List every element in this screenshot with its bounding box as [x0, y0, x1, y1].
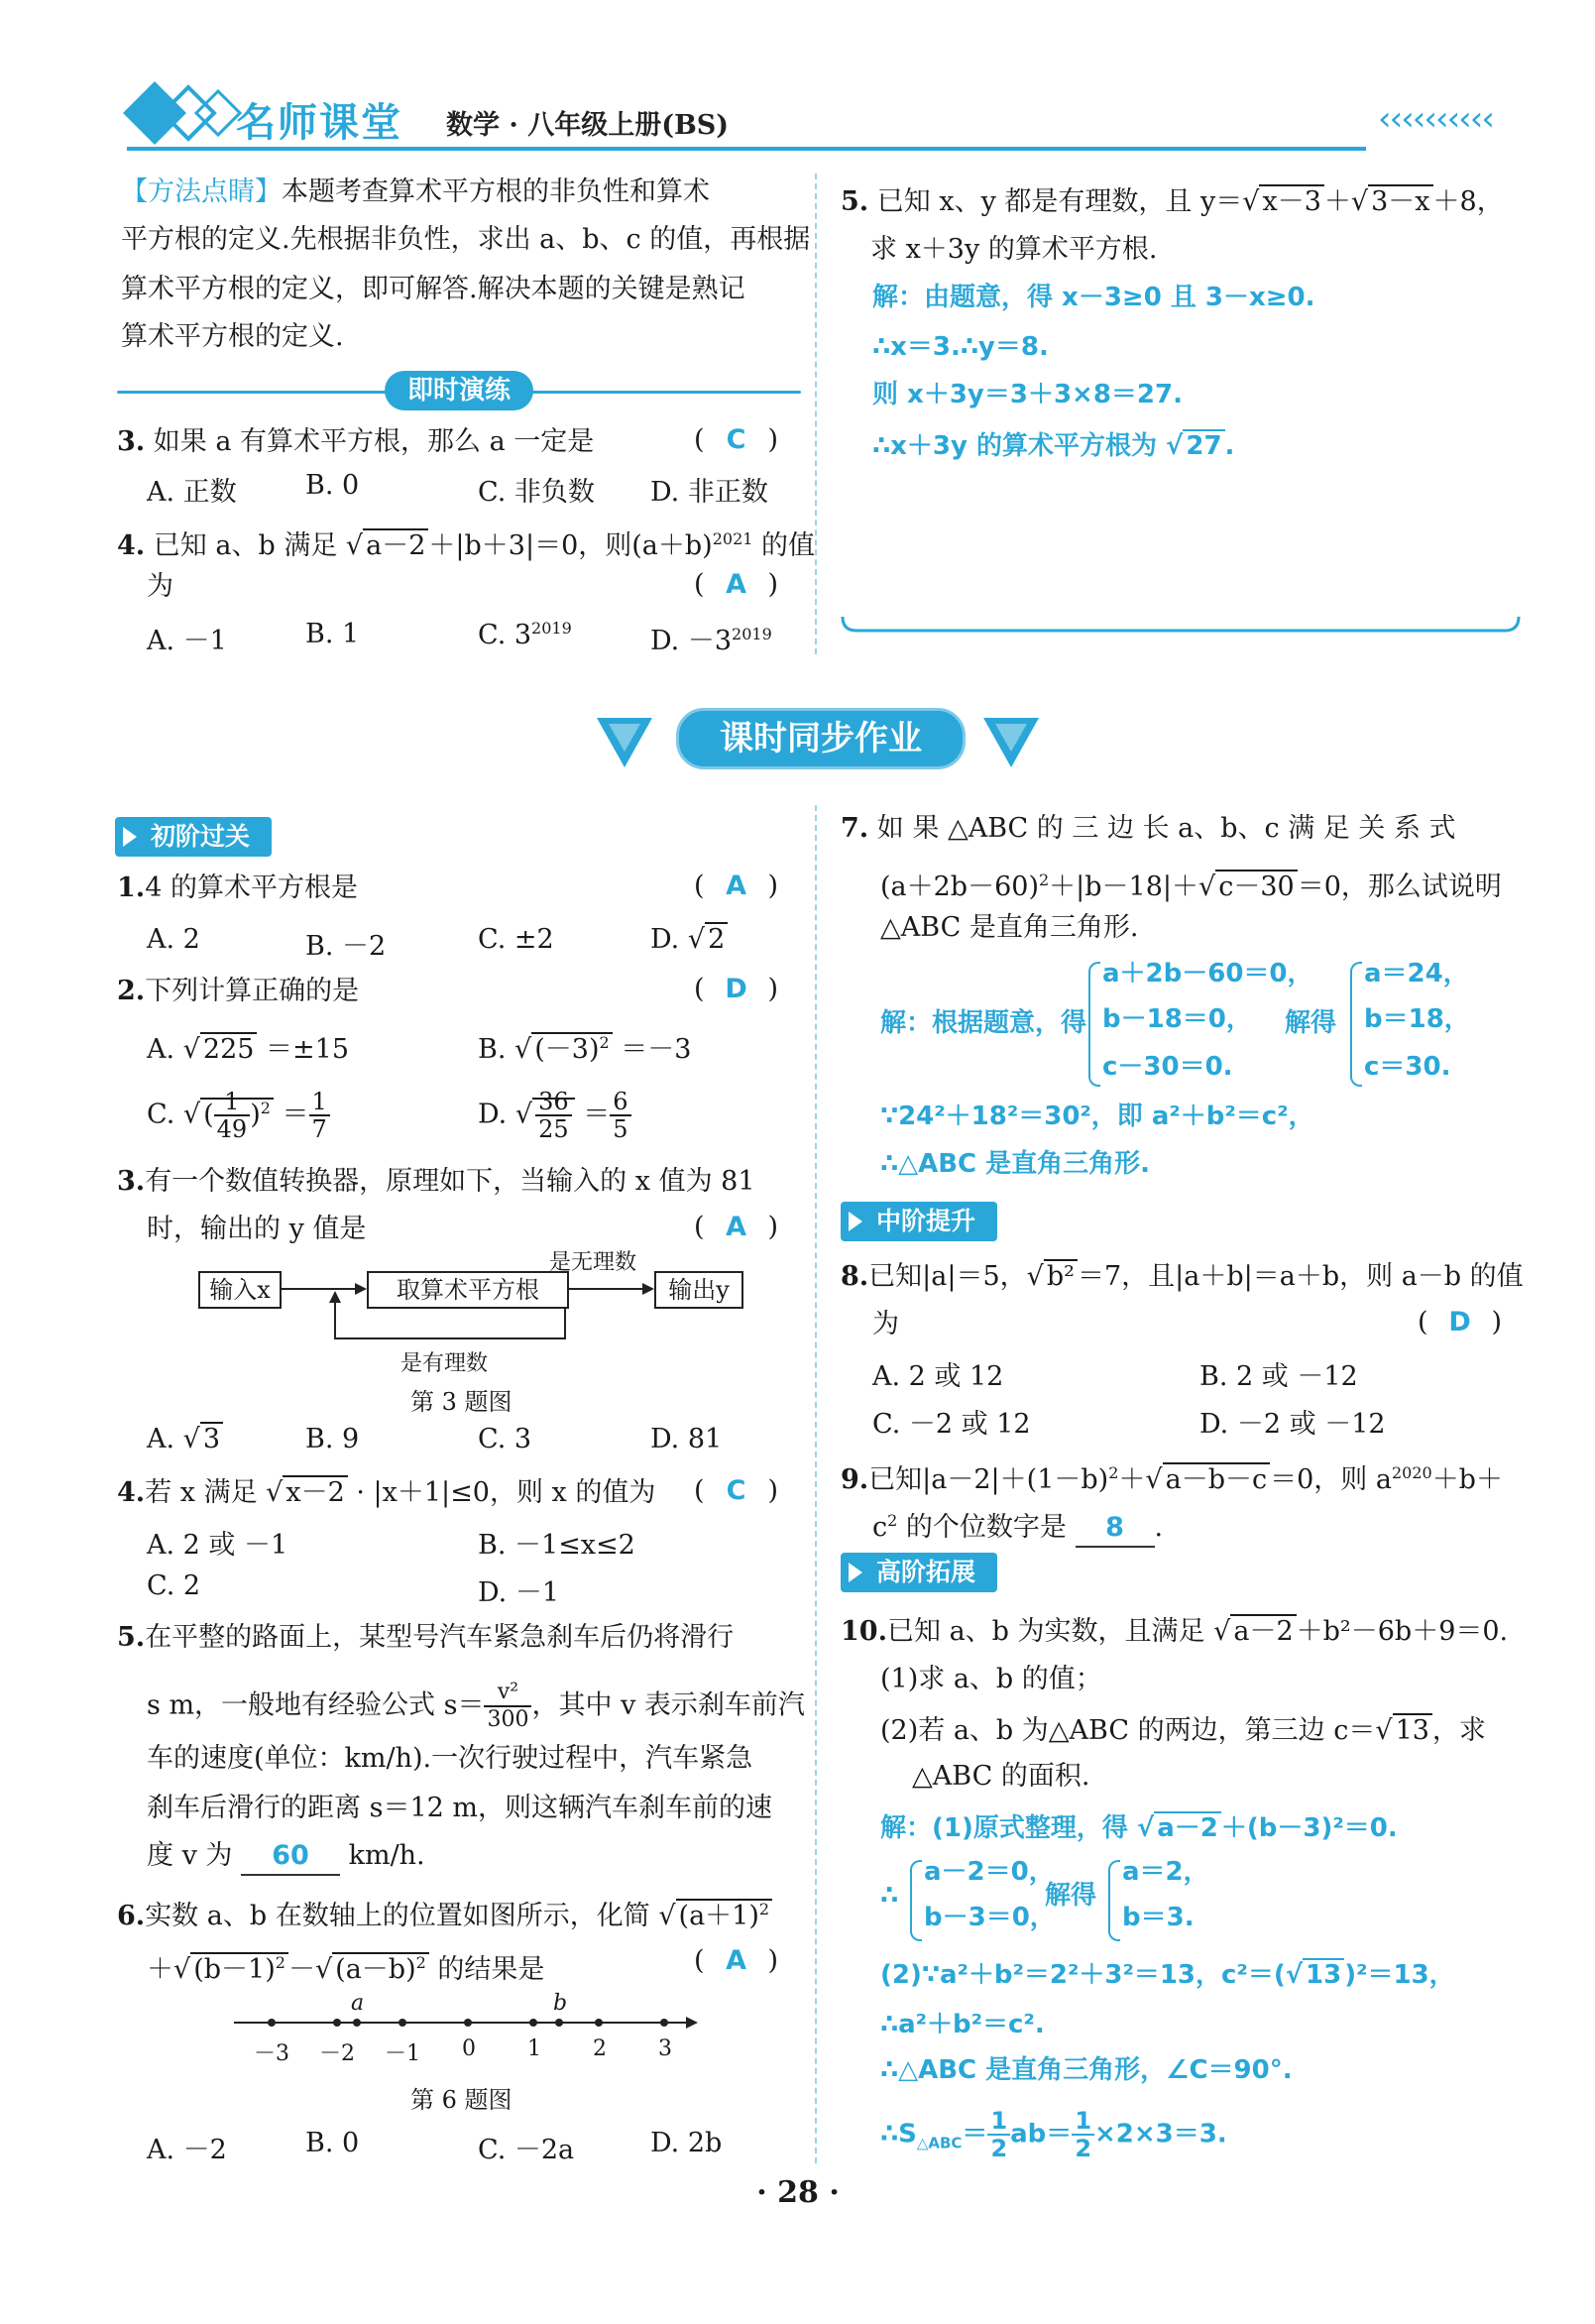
option: D. √ 2: [650, 924, 728, 955]
practice-title: 即时演练: [385, 371, 533, 410]
question-line: 度 v 为 60 km/h.: [147, 1838, 425, 1876]
tick-label: －3: [254, 2041, 289, 2066]
tick-label: －2: [319, 2041, 355, 2066]
left-arrow-icon: [595, 712, 654, 771]
number-line: [228, 1991, 704, 2078]
solution-line: 解：由题意，得 x－3≥0 且 3－x≥0.: [872, 283, 1315, 312]
option: A. √ 3: [147, 1424, 223, 1454]
method-tip-line: 算术平方根的定义，即可解答.解决本题的关键是熟记: [121, 274, 745, 304]
answer-paren: ( C ): [694, 1475, 779, 1506]
option: B. 0: [305, 470, 360, 501]
option: C. $3^{2019}$: [478, 619, 572, 650]
question-line: 时，输出的 y 值是: [147, 1214, 367, 1244]
question-1: 1.4 的算术平方根是: [117, 872, 358, 903]
figure-caption: 第 6 题图: [410, 2086, 513, 2114]
question-line: △ABC 的面积.: [912, 1761, 1090, 1792]
output-box: 输出y: [654, 1271, 743, 1309]
question-line: (1)求 a、b 的值；: [880, 1664, 1102, 1694]
fill-blank-answer: 60: [241, 1838, 340, 1876]
sqrt-box: 取算术平方根: [367, 1271, 569, 1309]
answer-paren: ( A ): [694, 1945, 779, 1976]
solution-line: ∴a²＋b²＝c².: [880, 2010, 1045, 2039]
solution-line: 解得: [1285, 1008, 1337, 1038]
answer-choice: C: [726, 424, 746, 455]
answer-choice: D: [725, 974, 747, 1004]
question-line: $c^2$ 的个位数字是 8 .: [872, 1503, 1163, 1548]
equation-system: a＝24， b＝18， c＝30.: [1350, 956, 1499, 1091]
method-tip-line: 平方根的定义.先根据非负性，求出 a、b、c 的值，再根据: [121, 224, 811, 255]
option: C. ±2: [478, 924, 554, 955]
question-line: 求 x＋3y 的算术平方根.: [870, 234, 1158, 265]
option: C. √ ( $\frac{1}{49}$ )$^2$ ＝ $\frac{1}{7}$: [147, 1089, 330, 1142]
question-line: 为: [872, 1309, 899, 1339]
solution-line: ∴x＝3.∴y＝8.: [872, 332, 1049, 362]
column-divider: [815, 174, 817, 654]
solution-line: ∴x＋3y 的算术平方根为 √ 27 .: [872, 431, 1235, 461]
question-2: 2.下列计算正确的是: [117, 976, 360, 1006]
question-line: (2)若 a、b 为△ABC 的两边，第三边 c＝√ 13 ，求: [880, 1715, 1486, 1746]
method-tip-tag: 【方法点睛】: [121, 176, 282, 207]
question-line: ＋√ $(b-1)^2$ －√ $(a-b)^2$ 的结果是: [147, 1953, 545, 1985]
point-a-label: a: [351, 1991, 365, 2016]
option: A. 正数: [147, 477, 237, 508]
solution-line: ∴: [880, 1881, 899, 1911]
answer-paren: ( A ): [694, 871, 779, 901]
solution-line: 解：根据题意，得: [880, 1008, 1087, 1038]
solution-line: 则 x＋3y＝3＋3×8＝27.: [872, 380, 1183, 409]
option: B. －2: [305, 931, 387, 962]
header-underline: [127, 147, 1366, 151]
answer-choice: A: [726, 569, 746, 600]
equation-system: a＝2， b＝3.: [1108, 1854, 1227, 1943]
tick-label: 1: [527, 2036, 541, 2061]
answer-paren: ( C ): [694, 424, 779, 455]
answer-paren: ( A ): [694, 1212, 779, 1242]
option: D. －2 或 －12: [1199, 1409, 1386, 1440]
column-divider: [815, 805, 817, 2163]
option: A. －1: [147, 626, 227, 656]
practice-question-3: 3. 如果 a 有算术平方根，那么 a 一定是: [117, 426, 595, 457]
point-b-label: b: [553, 1991, 568, 2016]
option: A. 2 或 －1: [147, 1530, 288, 1561]
option: D. 81: [650, 1424, 723, 1454]
homework-banner: [595, 706, 1041, 771]
option: D. √ $\frac{36}{25}$ ＝ $\frac{6}{5}$: [478, 1089, 631, 1142]
tick-label: 2: [593, 2036, 607, 2061]
option: C. 3: [478, 1424, 532, 1454]
question-8: 8.已知|a|＝5，√ b² ＝7，且|a＋b|＝a＋b，则 a－b 的值: [841, 1261, 1524, 1292]
option: C. －2a: [478, 2135, 575, 2165]
equation-system: a＋2b－60＝0， b－18＝0， c－30＝0.: [1088, 956, 1267, 1091]
option: C. －2 或 12: [872, 1409, 1031, 1440]
question-line: 刹车后滑行的距离 s＝12 m，则这辆汽车刹车前的速: [147, 1793, 772, 1823]
answer-choice: A: [726, 871, 746, 901]
practice-question-5: 5. 已知 x、y 都是有理数，且 y＝√ x－3 ＋√ 3－x ＋8，: [841, 186, 1504, 217]
input-box: 输入x: [198, 1271, 282, 1309]
option: A. －2: [147, 2135, 227, 2165]
brand-title: 名师课堂: [236, 100, 402, 146]
level2-tag: 中阶提升: [841, 1202, 997, 1241]
option: B. 9: [305, 1424, 360, 1454]
option: C. 非负数: [478, 477, 595, 508]
answer-box-bottom: [839, 615, 1523, 644]
option: D. －1: [478, 1577, 560, 1608]
tick-label: 3: [658, 2036, 672, 2061]
solution-line: ∴△ABC 是直角三角形.: [880, 1149, 1151, 1179]
level3-tag: 高阶拓展: [841, 1553, 997, 1592]
figure-caption: 第 3 题图: [410, 1388, 513, 1416]
option: A. √ 225 ＝±15: [147, 1034, 349, 1065]
tick-label: 0: [462, 2036, 476, 2061]
answer-paren: ( A ): [694, 569, 779, 600]
header: [119, 69, 1527, 159]
solution-line: ∴△ABC 是直角三角形，∠C＝90°.: [880, 2055, 1293, 2085]
homework-title: 课时同步作业: [676, 708, 966, 769]
question-9: 9.已知$|a-2|+(1-b)^2+√$ a－b－c ＝0，则 $a^{2020}+b+$: [841, 1463, 1503, 1495]
page-number: · 28 ·: [756, 2175, 840, 2210]
answer-choice: D: [1448, 1307, 1471, 1337]
level1-tag: 初阶过关: [115, 817, 272, 857]
answer-paren: ( D ): [1418, 1307, 1503, 1337]
converter-diagram: [188, 1250, 753, 1376]
fill-blank-answer: 8: [1076, 1510, 1155, 1548]
option: D. 非正数: [650, 477, 768, 508]
question-4: 4.若 x 满足 √ x－2 · |x＋1|≤0，则 x 的值为: [117, 1477, 656, 1508]
answer-paren: ( D ): [694, 974, 779, 1004]
option: C. 2: [147, 1570, 201, 1601]
solution-line: 解得: [1045, 1881, 1097, 1911]
solution-line: 解：(1)原式整理，得 √ a－2 ＋(b－3)²＝0.: [880, 1813, 1398, 1843]
tick-label: －1: [385, 2041, 420, 2066]
header-deco: ‹‹‹‹‹‹‹‹‹‹: [1378, 99, 1493, 139]
option: A. 2: [147, 924, 200, 955]
question-3: 3.有一个数值转换器，原理如下，当输入的 x 值为 81: [117, 1166, 755, 1197]
right-arrow-icon: [981, 712, 1041, 771]
question-5: 5.在平整的路面上，某型号汽车紧急刹车后仍将滑行: [117, 1622, 735, 1653]
answer-choice: C: [726, 1475, 746, 1506]
question-7: 7. 如 果 △ABC 的 三 边 长 a、b、c 满 足 关 系 式: [841, 813, 1456, 844]
method-tip-line: 算术平方根的定义.: [121, 321, 344, 352]
option: D. $-3^{2019}$: [650, 625, 772, 656]
answer-choice: A: [726, 1212, 746, 1242]
option: B. 0: [305, 2128, 360, 2158]
question-line: 车的速度(单位：km/h).一次行驶过程中，汽车紧急: [147, 1743, 753, 1774]
solution-line: ∵24²＋18²＝30²，即 a²＋b²＝c²，: [880, 1102, 1314, 1131]
option: B. 2 或 －12: [1199, 1361, 1358, 1392]
solution-line: $\therefore S_{\triangle ABC}=$ $\frac{1}{2}$ ab＝ $\frac{1}{2}$ ×2×3＝3.: [880, 2107, 1227, 2162]
header-logo-icon: [119, 77, 248, 149]
label-rational: 是有理数: [400, 1351, 489, 1376]
question-line: $(a+2b-60)^2+|b-18|+√$ c－30 ＝0，那么试说明: [880, 871, 1502, 902]
option: B. 1: [305, 619, 360, 649]
method-tip: 【方法点睛】本题考查算术平方根的非负性和算术: [121, 176, 710, 207]
solution-line: (2)∵a²＋b²＝2²＋3²＝13，c²＝(√ 13 )²＝13，: [880, 1960, 1455, 1990]
label-irrational: 是无理数: [549, 1250, 637, 1275]
option: B. －1≤x≤2: [478, 1530, 635, 1561]
question-10: 10.已知 a、b 为实数，且满足 √ a－2 ＋b²－6b＋9＝0.: [841, 1616, 1509, 1647]
question-line: △ABC 是直角三角形.: [880, 912, 1139, 943]
equation-system: a－2＝0， b－3＝0，: [910, 1854, 1049, 1943]
question-6: 6.实数 a、b 在数轴上的位置如图所示，化简 √ $(a+1)^2$: [117, 1892, 772, 1934]
practice-question-4: 4. 已知 a、b 满足 √ a－2 ＋|b＋3|＝0，则$(a+b)^{2021}$ 的值: [117, 529, 816, 561]
option: D. 2b: [650, 2128, 723, 2158]
option: A. 2 或 12: [872, 1361, 1004, 1392]
option: B. √ $(-3)^2 =-3$: [478, 1033, 692, 1065]
practice-banner: [117, 371, 801, 414]
subject-title: 数学 · 八年级上册(BS): [446, 110, 730, 141]
question-line: s m，一般地有经验公式 s＝ $\frac{\text{v²}}{300}$ ，其中 v 表示刹车前汽: [147, 1680, 805, 1732]
question-line: 为: [147, 571, 173, 602]
answer-choice: A: [726, 1945, 746, 1976]
